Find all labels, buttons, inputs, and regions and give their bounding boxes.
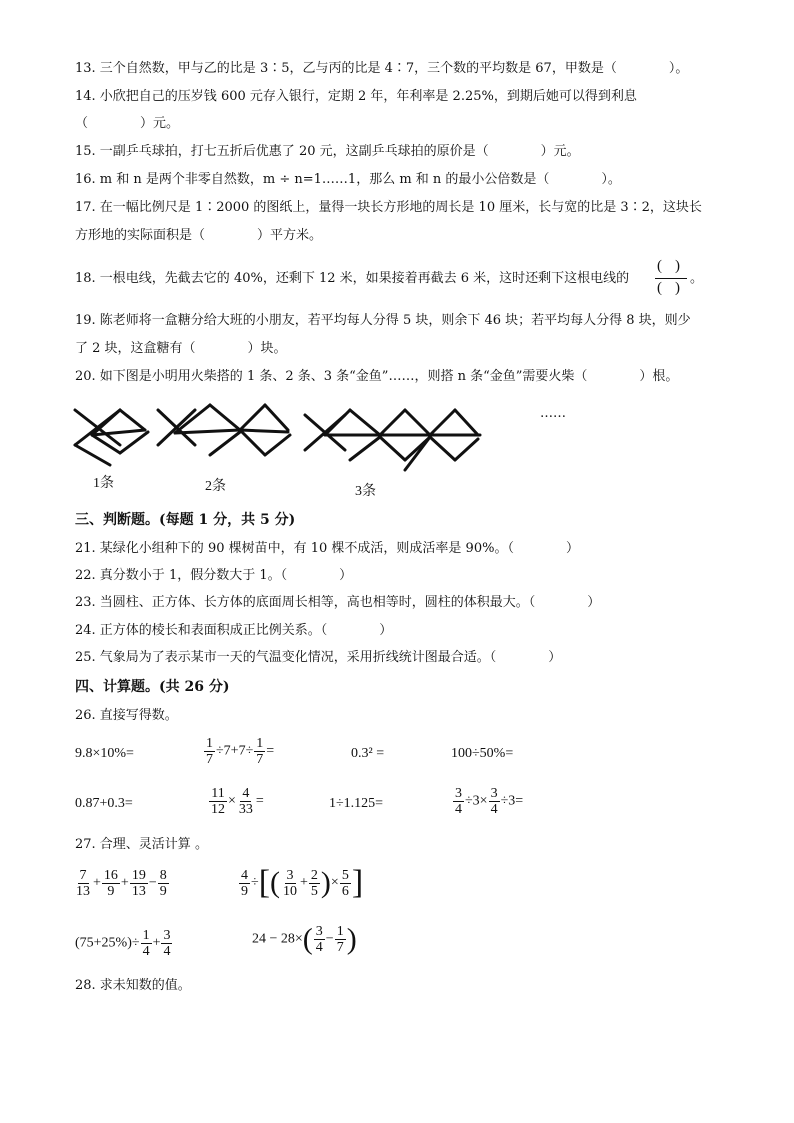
- expr-26-8: $\frac{3}{4}$ ÷3× $\frac{3}{4}$ ÷3=: [455, 786, 524, 817]
- expr-26-2: $\frac{1}{7}$ ÷7+7÷ $\frac{1}{7}$ =: [206, 736, 275, 767]
- question-18-end: 。: [690, 271, 704, 286]
- question-17-line1: 17. 在一幅比例尺是 1∶2000 的图纸上，量得一块长方形地的周长是 10 厘米，长与宽的比是 3∶2，这块长: [75, 200, 702, 215]
- question-18-text: 18. 一根电线，先截去它的 40%，还剩下 12 米，如果接着再截去 6 米，这时还剩下这根电线的: [75, 271, 630, 286]
- question-22: 22. 真分数小于 1，假分数大于 1。（ ）: [75, 568, 353, 583]
- question-23: 23. 当圆柱、正方体、长方体的底面周长相等，高也相等时，圆柱的体积最大。（ ）: [75, 595, 601, 610]
- question-25: 25. 气象局为了表示某市一天的气温变化情况，采用折线统计图最合适。（ ）: [75, 650, 562, 665]
- expr-26-1: 9.8×10%=: [75, 746, 134, 761]
- question-15: 15. 一副乒乓球拍，打七五折后优惠了 20 元，这副乒乓球拍的原价是（ ）元。: [75, 144, 580, 159]
- expr-27-a: $\frac{7}{13}$ + $\frac{16}{9}$ + $\frac{19}{13}$ − $\frac{8}{9}$: [76, 868, 167, 899]
- continuation-dots: ……: [540, 406, 566, 421]
- expr-26-7: 1÷1.125=: [329, 796, 384, 811]
- expr-27-d: 24 − 28×( $\frac{3}{4}$ − $\frac{1}{7}$ ): [252, 922, 357, 956]
- question-28: 28. 求未知数的值。: [75, 978, 191, 993]
- fish-1-label: 1条: [93, 476, 114, 491]
- question-19-line1: 19. 陈老师将一盒糖分给大班的小朋友，若平均每人分得 5 块，则余下 46 块；若平均每人分得 8 块，则少: [75, 313, 691, 328]
- expr-26-6: $\frac{11}{12}$ × $\frac{4}{33}$ =: [211, 786, 264, 817]
- question-19-line2: 了 2 块，这盒糖有（ ）块。: [75, 341, 287, 356]
- paren-close-top: ): [675, 258, 680, 274]
- question-14-line1: 14. 小欣把自己的压岁钱 600 元存入银行，定期 2 年，年利率是 2.25%，到期后她可以得到利息: [75, 89, 637, 104]
- fish-3-diagram: [305, 410, 480, 470]
- question-14-line2: （ ）元。: [75, 116, 180, 131]
- question-26: 26. 直接写得数。: [75, 708, 178, 723]
- question-21: 21. 某绿化小组种下的 90 棵树苗中，有 10 棵不成活，则成活率是 90%。（ ）: [75, 541, 579, 556]
- fish-2-diagram: [158, 405, 290, 455]
- expr-27-b: $\frac{4}{9}$ ÷[( $\frac{3}{10}$ + $\frac{2}{5}$ )× $\frac{5}{6}$ ]: [241, 864, 364, 901]
- question-17-line2: 方形地的实际面积是（ ）平方米。: [75, 228, 323, 243]
- question-18: [75, 270, 629, 288]
- question-18-blank-fraction: [653, 258, 687, 300]
- question-27: 27. 合理、灵活计算 。: [75, 837, 208, 852]
- expr-26-3: 0.3² =: [351, 746, 385, 761]
- fish-1-diagram: [75, 410, 148, 465]
- paren-open-top: (: [657, 258, 662, 274]
- paren-close-bottom: ): [675, 280, 680, 296]
- section-4-title: 四、计算题。(共 26 分): [75, 679, 230, 695]
- matchstick-fish-figure: [0, 395, 794, 505]
- section-3-title: 三、判断题。(每题 1 分，共 5 分): [75, 512, 296, 528]
- paren-open-bottom: (: [657, 280, 662, 296]
- expr-26-4: 100÷50%=: [451, 746, 514, 761]
- question-24: 24. 正方体的棱长和表面积成正比例关系。（ ）: [75, 623, 393, 638]
- expr-26-5: 0.87+0.3=: [75, 796, 133, 811]
- expr-27-c: (75+25%)÷ $\frac{1}{4}$ + $\frac{3}{4}$: [75, 928, 171, 959]
- question-20: 20. 如下图是小明用火柴搭的 1 条、2 条、3 条“金鱼”……，则搭 n 条“金鱼”需要火柴（ ）根。: [75, 369, 679, 384]
- question-16: 16. m 和 n 是两个非零自然数，m ÷ n=1……1，那么 m 和 n 的最小公倍数是（ ）。: [75, 172, 621, 187]
- fish-2-label: 2条: [205, 479, 226, 494]
- question-13: 13. 三个自然数，甲与乙的比是 3∶5，乙与丙的比是 4∶7，三个数的平均数是 67，甲数是（ ）。: [75, 61, 689, 76]
- fish-3-label: 3条: [355, 484, 376, 499]
